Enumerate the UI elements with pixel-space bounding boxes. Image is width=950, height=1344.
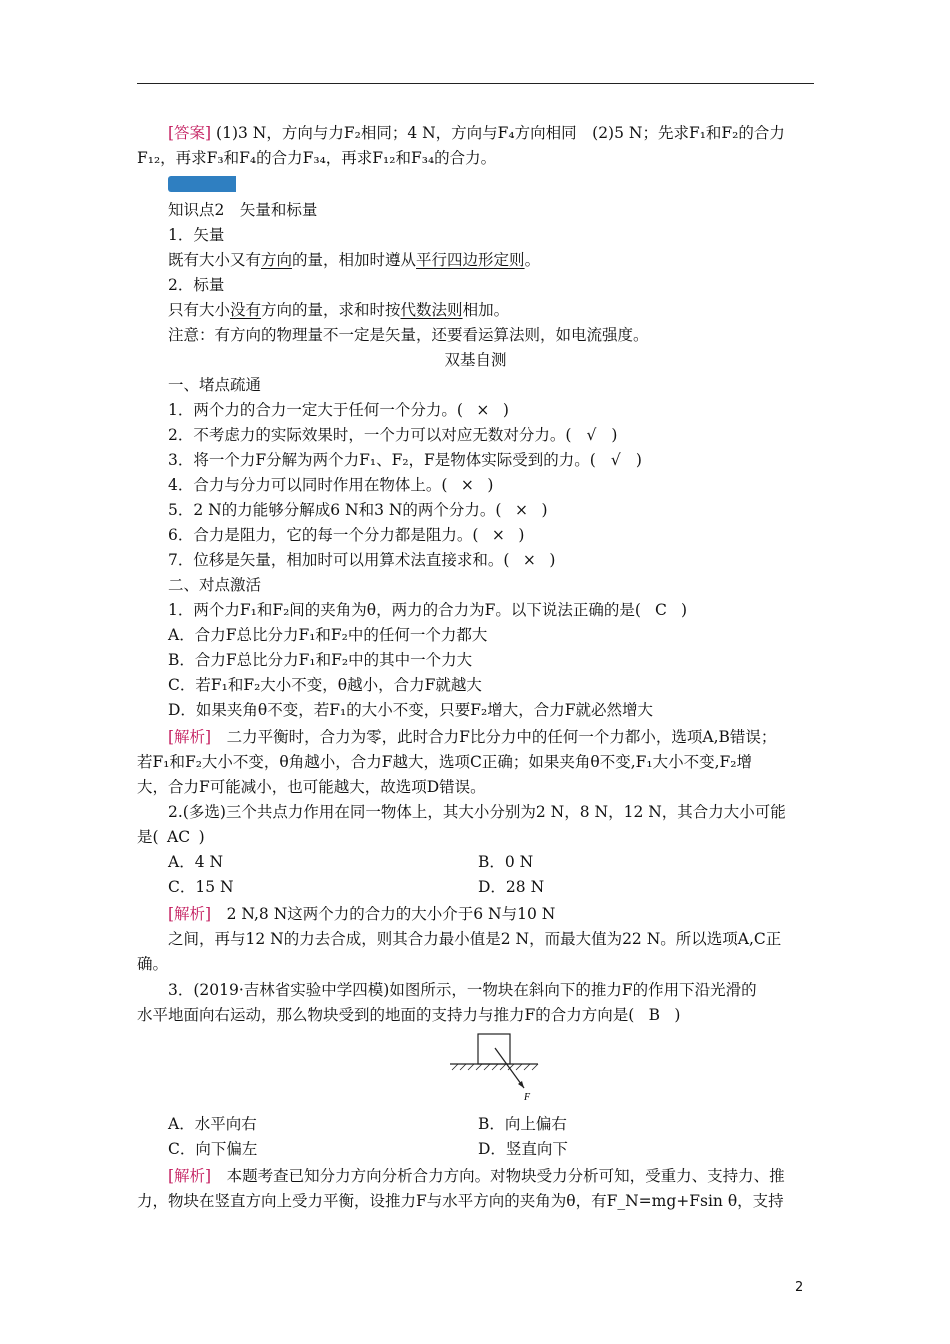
scalar-definition	[168, 300, 848, 320]
q2-option-b: B．0 N	[478, 853, 534, 871]
scalar-text-c: 相加。	[462, 301, 510, 319]
page-number: 2	[795, 1280, 804, 1295]
block-on-ground-figure	[448, 1030, 540, 1102]
q2-analysis-1: [解析] 2 N,8 N这两个力的合力的大小介于6 N与10 N	[168, 905, 556, 923]
knowledge-note: 注意：有方向的物理量不一定是矢量，还要看运算法则，如电流强度。	[168, 326, 649, 344]
vector-text-c: 。	[524, 251, 541, 269]
judgement-item: 3．将一个力F分解为两个力F₁、F₂，F是物体实际受到的力。( √ )	[168, 451, 642, 469]
q1-option-b: B．合力F总比分力F₁和F₂中的其中一个力大	[168, 651, 473, 669]
q3-option-c: C．向下偏左	[168, 1140, 258, 1158]
q3-stem-1: 3．(2019·吉林省实验中学四模)如图所示，一物块在斜向下的推力F的作用下沿光滑的	[168, 981, 757, 999]
vector-heading: 1．矢量	[168, 226, 225, 244]
ground-hatching	[452, 1064, 538, 1070]
judgement-item: 4．合力与分力可以同时作用在物体上。( × )	[168, 476, 494, 494]
q3-options-row-2	[168, 1139, 848, 1159]
vector-text-b: 的量，相加时遵从	[292, 251, 417, 269]
q3-analysis-tag: [解析]	[168, 1167, 212, 1185]
q2-analysis-3: 确。	[137, 955, 169, 973]
section-2-heading: 二、对点激活	[168, 576, 262, 594]
scalar-blank-none: 没有	[230, 301, 262, 319]
q3-analysis-2: 力，物块在竖直方向上受力平衡，设推力F与水平方向的夹角为θ，有F_N=mg+Fsin θ，支持	[137, 1192, 784, 1210]
q1-option-a: A．合力F总比分力F₁和F₂中的任何一个力都大	[168, 626, 488, 644]
header-rule	[137, 83, 814, 84]
answer-line-2: F₁₂，再求F₃和F₄的合力F₃₄，再求F₁₂和F₃₄的合力。	[137, 149, 497, 167]
q3-stem-2: 水平地面向右运动，那么物块受到的地面的支持力与推力F的合力方向是( B )	[137, 1006, 681, 1024]
q2-stem-2: 是( AC )	[137, 828, 205, 846]
q3-answer: B	[648, 1006, 660, 1024]
q2-options-row-1	[168, 852, 848, 872]
q1-answer: C	[655, 601, 667, 619]
q3-option-b: B．向上偏右	[478, 1115, 567, 1133]
answer-line-1	[168, 123, 848, 143]
q3-option-d: D．竖直向下	[478, 1140, 568, 1158]
q2-option-a: A．4 N	[168, 853, 224, 871]
q1-option-c: C．若F₁和F₂大小不变，θ越小，合力F就越大	[168, 676, 482, 694]
judgement-item: 1．两个力的合力一定大于任何一个分力。( × )	[168, 401, 509, 419]
q3-analysis-1: [解析] 本题考查已知分力方向分析合力方向。对物块受力分析可知，受重力、支持力、推	[168, 1167, 785, 1185]
force-label: F	[524, 1092, 531, 1102]
scalar-text-b: 方向的量，求和时按	[261, 301, 401, 319]
vector-text-a: 既有大小又有	[168, 251, 262, 269]
q1-stem: 1．两个力F₁和F₂间的夹角为θ，两力的合力为F。以下说法正确的是( C )	[168, 601, 687, 619]
vector-blank-rule: 平行四边形定则	[416, 251, 525, 269]
q2-options-row-2	[168, 877, 848, 897]
scalar-text-a: 只有大小	[168, 301, 231, 319]
answer-text-1: (1)3 N，方向与力F₂相同；4 N，方向与F₄方向相同 (2)5 N；先求F₁和F₂的合力	[216, 124, 785, 142]
q2-analysis-tag: [解析]	[168, 905, 212, 923]
q2-option-d: D．28 N	[478, 878, 545, 896]
section-1-heading: 一、堵点疏通	[168, 376, 262, 394]
q2-analysis-2: 之间，再与12 N的力去合成，则其合力最小值是2 N，而最大值为22 N。所以选项A,C正	[168, 930, 782, 948]
judgement-item: 6．合力是阻力，它的每一个分力都是阻力。( × )	[168, 526, 525, 544]
q2-option-c: C．15 N	[168, 878, 234, 896]
q1-analysis-2: 若F₁和F₂大小不变，θ角越小，合力F越大，选项C正确；如果夹角θ不变,F₁大小不变,F₂增	[137, 753, 753, 771]
self-test-title: 双基自测	[444, 351, 507, 369]
q1-analysis-3: 大，合力F可能减小，也可能越大，故选项D错误。	[137, 778, 486, 796]
scalar-blank-rule: 代数法则	[400, 301, 463, 319]
scalar-heading: 2．标量	[168, 276, 225, 294]
section-banner	[168, 176, 236, 192]
q3-option-a: A．水平向右	[168, 1115, 257, 1133]
q2-answer: AC	[167, 828, 191, 846]
block	[478, 1034, 510, 1064]
q1-option-d: D．如果夹角θ不变，若F₁的大小不变，只要F₂增大，合力F就必然增大	[168, 701, 653, 719]
answer-tag: [答案]	[168, 124, 212, 142]
q2-stem-1: 2.(多选)三个共点力作用在同一物体上，其大小分别为2 N，8 N，12 N，其合力大小可能	[168, 803, 786, 821]
vector-definition	[168, 250, 848, 270]
vector-blank-direction: 方向	[261, 251, 293, 269]
judgement-item: 7．位移是矢量，相加时可以用算术法直接求和。( × )	[168, 551, 556, 569]
knowledge-title: 知识点2 矢量和标量	[168, 201, 318, 219]
q1-analysis-1: [解析] 二力平衡时，合力为零，此时合力F比分力中的任何一个力都小，选项A,B错误；	[168, 728, 777, 746]
q1-analysis-tag: [解析]	[168, 728, 212, 746]
q3-options-row-1	[168, 1114, 848, 1134]
judgement-item: 2．不考虑力的实际效果时，一个力可以对应无数对分力。( √ )	[168, 426, 618, 444]
judgement-item: 5．2 N的力能够分解成6 N和3 N的两个分力。( × )	[168, 501, 548, 519]
